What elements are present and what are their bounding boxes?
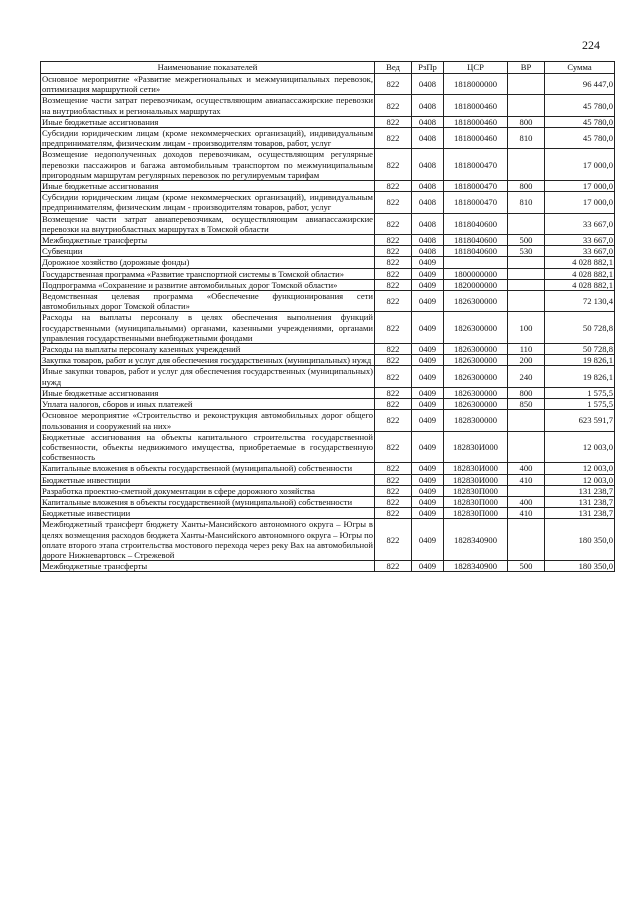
cell-name: Возмещение части затрат авиаперевозчикам, осуществляющим авиапассажирские перевозки на внутриобластных маршрутах в Томской области	[42, 213, 373, 234]
cell-csr: 1818040600	[444, 213, 508, 234]
table-header-row	[41, 62, 615, 74]
table-row	[41, 116, 615, 127]
cell-vr: 810	[508, 192, 545, 213]
cell-ved: 822	[375, 279, 412, 290]
table-row	[41, 192, 615, 213]
cell-rzpr: 0408	[412, 149, 444, 181]
cell-csr: 1818000000	[444, 74, 508, 95]
cell-sum: 33 667,0	[545, 213, 615, 234]
cell-vr	[508, 74, 545, 95]
cell-rzpr: 0409	[412, 431, 444, 463]
table-row	[41, 519, 615, 561]
table-row	[41, 366, 615, 387]
cell-rzpr: 0409	[412, 291, 444, 312]
cell-csr: 1818040600	[444, 235, 508, 246]
cell-sum: 623 591,7	[545, 410, 615, 431]
header-name: Наименование показателей	[41, 62, 375, 74]
cell-sum: 4 028 882,1	[545, 279, 615, 290]
cell-rzpr: 0409	[412, 312, 444, 344]
cell-name: Бюджетные ассигнования на объекты капитального строительства государственной собственности, объекты недвижимого имущества, приобретаемые в государственную собственность	[42, 431, 373, 463]
cell-csr: 1818000470	[444, 149, 508, 181]
cell-csr: 1818000460	[444, 95, 508, 116]
cell-vr	[508, 95, 545, 116]
cell-ved: 822	[375, 116, 412, 127]
cell-csr: 182830П000	[444, 485, 508, 496]
cell-sum: 19 826,1	[545, 366, 615, 387]
cell-sum: 17 000,0	[545, 149, 615, 181]
header-csr: ЦСР	[444, 62, 508, 74]
cell-ved: 822	[375, 399, 412, 410]
cell-name: Возмещение недополученных доходов перевозчикам, осуществляющим регулярные перевозки пассажиров и багажа автомобильным транспортом по межмуниципальным пригородным маршрутам регулярных перевозок по регулируемым тарифам	[42, 149, 373, 180]
cell-vr	[508, 485, 545, 496]
cell-sum: 131 238,7	[545, 496, 615, 507]
table-row	[41, 213, 615, 234]
cell-ved: 822	[375, 312, 412, 344]
cell-name: Субвенции	[41, 246, 375, 257]
cell-ved: 822	[375, 387, 412, 398]
cell-csr: 1818000470	[444, 192, 508, 213]
cell-csr: 1828340900	[444, 519, 508, 561]
cell-sum: 131 238,7	[545, 508, 615, 519]
cell-sum: 45 780,0	[545, 128, 615, 149]
cell-vr	[508, 268, 545, 279]
cell-csr: 1828300000	[444, 410, 508, 431]
cell-sum: 33 667,0	[545, 246, 615, 257]
cell-name: Иные бюджетные ассигнования	[41, 116, 375, 127]
cell-csr: 1826300000	[444, 399, 508, 410]
cell-ved: 822	[375, 213, 412, 234]
cell-csr: 1818000470	[444, 181, 508, 192]
cell-sum: 1 575,5	[545, 399, 615, 410]
cell-rzpr: 0409	[412, 519, 444, 561]
cell-ved: 822	[375, 561, 412, 572]
table-row	[41, 355, 615, 366]
cell-rzpr: 0409	[412, 366, 444, 387]
cell-rzpr: 0409	[412, 463, 444, 474]
cell-vr: 200	[508, 355, 545, 366]
cell-rzpr: 0409	[412, 561, 444, 572]
cell-sum: 12 003,0	[545, 431, 615, 463]
cell-sum: 4 028 882,1	[545, 257, 615, 268]
cell-vr	[508, 149, 545, 181]
cell-ved: 822	[375, 257, 412, 268]
cell-rzpr: 0409	[412, 257, 444, 268]
cell-rzpr: 0408	[412, 192, 444, 213]
cell-rzpr: 0409	[412, 279, 444, 290]
cell-name: Уплата налогов, сборов и иных платежей	[41, 399, 375, 410]
cell-name: Межбюджетные трансферты	[41, 561, 375, 572]
cell-csr: 1826300000	[444, 291, 508, 312]
cell-csr: 1800000000	[444, 268, 508, 279]
cell-vr	[508, 519, 545, 561]
cell-ved: 822	[375, 355, 412, 366]
cell-name: Ведомственная целевая программа «Обеспечение функционирования сети автомобильных дорог Томской области»	[42, 291, 373, 312]
table-row	[41, 312, 615, 344]
cell-name: Субсидии юридическим лицам (кроме некоммерческих организаций), индивидуальным предпринимателям, физическим лицам - производителям товаров, работ, услуг	[42, 128, 373, 149]
cell-name: Иные бюджетные ассигнования	[41, 181, 375, 192]
table-row	[41, 344, 615, 355]
cell-ved: 822	[375, 474, 412, 485]
cell-name: Капитальные вложения в объекты государственной (муниципальной) собственности	[41, 496, 375, 507]
cell-vr: 400	[508, 496, 545, 507]
table-row	[41, 149, 615, 181]
table-row	[41, 508, 615, 519]
cell-vr: 500	[508, 561, 545, 572]
cell-vr: 800	[508, 387, 545, 398]
cell-sum: 180 350,0	[545, 561, 615, 572]
table-row	[41, 485, 615, 496]
cell-ved: 822	[375, 181, 412, 192]
cell-rzpr: 0409	[412, 508, 444, 519]
cell-csr: 182830П000	[444, 496, 508, 507]
cell-vr	[508, 213, 545, 234]
table-row	[41, 399, 615, 410]
cell-name: Подпрограмма «Сохранение и развитие автомобильных дорог Томской области»	[41, 279, 375, 290]
cell-sum: 180 350,0	[545, 519, 615, 561]
cell-rzpr: 0408	[412, 213, 444, 234]
cell-csr: 1826300000	[444, 312, 508, 344]
table-row	[41, 410, 615, 431]
cell-vr	[508, 410, 545, 431]
table-row	[41, 291, 615, 312]
cell-sum: 96 447,0	[545, 74, 615, 95]
cell-vr: 400	[508, 463, 545, 474]
cell-vr: 530	[508, 246, 545, 257]
cell-csr: 1826300000	[444, 344, 508, 355]
cell-sum: 12 003,0	[545, 463, 615, 474]
cell-name: Расходы на выплаты персоналу казенных учреждений	[41, 344, 375, 355]
cell-ved: 822	[375, 463, 412, 474]
cell-vr: 800	[508, 181, 545, 192]
cell-ved: 822	[375, 192, 412, 213]
cell-sum: 45 780,0	[545, 95, 615, 116]
cell-vr: 240	[508, 366, 545, 387]
cell-name: Возмещение части затрат перевозчикам, осуществляющим авиапассажирские перевозки на внутриобластных и региональных маршрутах	[42, 95, 373, 116]
table-row	[41, 95, 615, 116]
header-rzpr: РзПр	[412, 62, 444, 74]
cell-name: Иные бюджетные ассигнования	[41, 387, 375, 398]
cell-name: Основное мероприятие «Строительство и реконструкция автомобильных дорог общего пользования и сооружений на них»	[42, 410, 373, 431]
cell-rzpr: 0408	[412, 95, 444, 116]
cell-name: Закупка товаров, работ и услуг для обеспечения государственных (муниципальных) нужд	[41, 355, 375, 366]
cell-vr	[508, 257, 545, 268]
cell-sum: 33 667,0	[545, 235, 615, 246]
cell-csr: 1826300000	[444, 355, 508, 366]
cell-csr: 1818000460	[444, 128, 508, 149]
cell-rzpr: 0409	[412, 474, 444, 485]
cell-ved: 822	[375, 485, 412, 496]
page-number: 224	[582, 38, 600, 52]
cell-ved: 822	[375, 149, 412, 181]
cell-name: Расходы на выплаты персоналу в целях обеспечения выполнения функций государственными (муниципальными) органами, казенными учреждениями, органами управления государственными внебюджетными фондами	[42, 312, 373, 343]
cell-ved: 822	[375, 366, 412, 387]
cell-csr: 182830И000	[444, 431, 508, 463]
cell-name: Капитальные вложения в объекты государственной (муниципальной) собственности	[41, 463, 375, 474]
cell-sum: 45 780,0	[545, 116, 615, 127]
cell-csr: 1820000000	[444, 279, 508, 290]
cell-ved: 822	[375, 74, 412, 95]
cell-sum: 4 028 882,1	[545, 268, 615, 279]
cell-csr: 182830П000	[444, 508, 508, 519]
table-row	[41, 496, 615, 507]
cell-vr: 500	[508, 235, 545, 246]
cell-vr: 110	[508, 344, 545, 355]
cell-sum: 19 826,1	[545, 355, 615, 366]
cell-sum: 1 575,5	[545, 387, 615, 398]
table-row	[41, 128, 615, 149]
cell-sum: 12 003,0	[545, 474, 615, 485]
cell-sum: 17 000,0	[545, 192, 615, 213]
cell-rzpr: 0408	[412, 116, 444, 127]
cell-csr: 182830И000	[444, 474, 508, 485]
cell-rzpr: 0409	[412, 410, 444, 431]
cell-rzpr: 0409	[412, 387, 444, 398]
cell-name: Иные закупки товаров, работ и услуг для обеспечения государственных (муниципальных) нужд	[42, 366, 373, 387]
header-sum: Сумма	[545, 62, 615, 74]
cell-name: Субсидии юридическим лицам (кроме некоммерческих организаций), индивидуальным предпринимателям, физическим лицам - производителям товаров, работ, услуг	[42, 192, 373, 213]
cell-csr	[444, 257, 508, 268]
cell-ved: 822	[375, 344, 412, 355]
cell-ved: 822	[375, 268, 412, 279]
header-vr: ВР	[508, 62, 545, 74]
cell-vr: 410	[508, 474, 545, 485]
table-row	[41, 387, 615, 398]
cell-name: Межбюджетный трансферт бюджету Ханты-Мансийского автономного округа – Югры в целях возмещения расходов бюджета Ханты-Мансийского автономного округа – Югры по оплате второго этапа строительства мостового перехода через реку Вах на автомобильной дороге Нижневартовск – Стрежевой	[42, 519, 374, 560]
cell-ved: 822	[375, 508, 412, 519]
cell-rzpr: 0408	[412, 128, 444, 149]
cell-csr: 1818000460	[444, 116, 508, 127]
cell-sum: 131 238,7	[545, 485, 615, 496]
cell-sum: 17 000,0	[545, 181, 615, 192]
cell-name: Межбюджетные трансферты	[41, 235, 375, 246]
cell-name: Бюджетные инвестиции	[41, 508, 375, 519]
cell-ved: 822	[375, 128, 412, 149]
cell-csr: 1818040600	[444, 246, 508, 257]
cell-ved: 822	[375, 431, 412, 463]
cell-vr	[508, 431, 545, 463]
cell-vr	[508, 291, 545, 312]
cell-name: Основное мероприятие «Развитие межрегиональных и межмуниципальных перевозок, оптимизация маршрутной сети»	[42, 74, 373, 95]
cell-rzpr: 0408	[412, 246, 444, 257]
cell-ved: 822	[375, 519, 412, 561]
cell-vr: 810	[508, 128, 545, 149]
cell-sum: 72 130,4	[545, 291, 615, 312]
cell-ved: 822	[375, 291, 412, 312]
cell-name: Разработка проектно-сметной документации в сфере дорожного хозяйства	[41, 485, 375, 496]
table-row	[41, 235, 615, 246]
cell-rzpr: 0409	[412, 268, 444, 279]
cell-vr: 800	[508, 116, 545, 127]
cell-sum: 50 728,8	[545, 344, 615, 355]
budget-table	[40, 61, 615, 572]
cell-csr: 182830И000	[444, 463, 508, 474]
table-row	[41, 181, 615, 192]
cell-name: Дорожное хозяйство (дорожные фонды)	[41, 257, 375, 268]
table-body	[41, 74, 615, 572]
cell-csr: 1826300000	[444, 387, 508, 398]
cell-ved: 822	[375, 95, 412, 116]
cell-vr: 410	[508, 508, 545, 519]
cell-name: Государственная программа «Развитие транспортной системы в Томской области»	[41, 268, 375, 279]
cell-rzpr: 0408	[412, 235, 444, 246]
table-row	[41, 246, 615, 257]
cell-rzpr: 0409	[412, 496, 444, 507]
cell-rzpr: 0408	[412, 74, 444, 95]
table-row	[41, 474, 615, 485]
cell-ved: 822	[375, 246, 412, 257]
table-row	[41, 463, 615, 474]
table-row	[41, 257, 615, 268]
cell-vr	[508, 279, 545, 290]
header-ved: Вед	[375, 62, 412, 74]
cell-ved: 822	[375, 496, 412, 507]
cell-ved: 822	[375, 235, 412, 246]
table-row	[41, 431, 615, 463]
cell-name: Бюджетные инвестиции	[41, 474, 375, 485]
cell-sum: 50 728,8	[545, 312, 615, 344]
cell-csr: 1826300000	[444, 366, 508, 387]
cell-csr: 1828340900	[444, 561, 508, 572]
cell-ved: 822	[375, 410, 412, 431]
table-row	[41, 279, 615, 290]
cell-rzpr: 0409	[412, 399, 444, 410]
cell-rzpr: 0408	[412, 181, 444, 192]
table-row	[41, 561, 615, 572]
cell-vr: 100	[508, 312, 545, 344]
cell-vr: 850	[508, 399, 545, 410]
cell-rzpr: 0409	[412, 485, 444, 496]
table-row	[41, 268, 615, 279]
table-row	[41, 74, 615, 95]
cell-rzpr: 0409	[412, 355, 444, 366]
cell-rzpr: 0409	[412, 344, 444, 355]
